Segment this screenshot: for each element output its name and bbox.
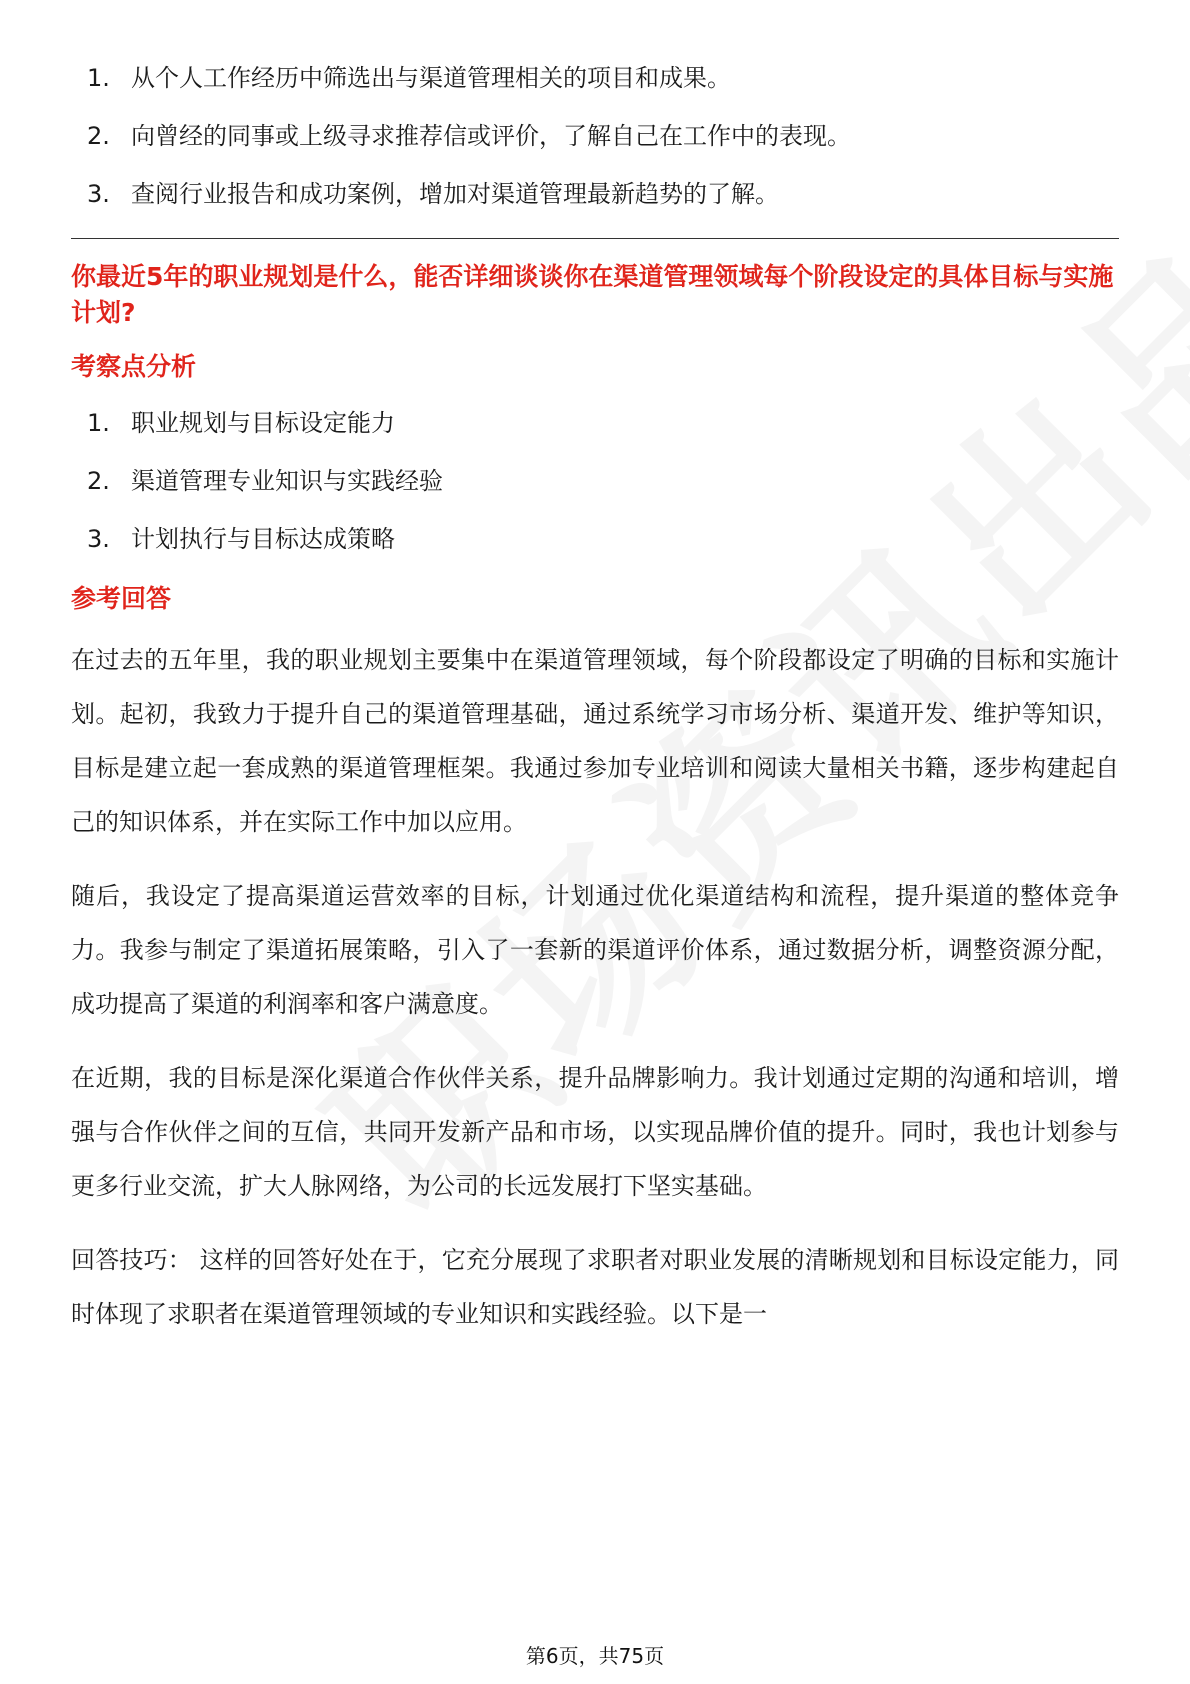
answer-title: 参考回答 (71, 584, 172, 613)
list-text: 从个人工作经历中筛选出与渠道管理相关的项目和成果。 (131, 64, 731, 92)
analysis-title: 考察点分析 (71, 352, 197, 381)
list-number: 3. (87, 525, 110, 553)
list-text: 职业规划与目标设定能力 (131, 409, 395, 437)
list-text: 向曾经的同事或上级寻求推荐信或评价，了解自己在工作中的表现。 (131, 122, 851, 150)
page-content (71, 62, 1119, 1361)
list-item (71, 523, 1119, 555)
list-number: 1. (87, 64, 110, 92)
list-number: 2. (87, 467, 110, 495)
list-number: 1. (87, 409, 110, 437)
answer-paragraph: 随后，我设定了提高渠道运营效率的目标，计划通过优化渠道结构和流程，提升渠道的整体竞争力。我参与制定了渠道拓展策略，引入了一套新的渠道评价体系，通过数据分析，调整资源分配，成功提高了渠道的利润率和客户满意度。 (71, 882, 1119, 1018)
answer-paragraph: 在近期，我的目标是深化渠道合作伙伴关系，提升品牌影响力。我计划通过定期的沟通和培训，增强与合作伙伴之间的互信，共同开发新产品和市场，以实现品牌价值的提升。同时，我也计划参与更多行业交流，扩大人脉网络，为公司的长远发展打下坚实基础。 (71, 1064, 1119, 1200)
list-item (71, 62, 1119, 94)
page-number: 第6页，共75页 (525, 1644, 665, 1668)
list-number: 2. (87, 122, 110, 150)
question-heading: 你最近5年的职业规划是什么，能否详细谈谈你在渠道管理领域每个阶段设定的具体目标与实施计划? (71, 262, 1114, 327)
list-text: 渠道管理专业知识与实践经验 (131, 467, 443, 495)
list-item (71, 465, 1119, 497)
list-text: 查阅行业报告和成功案例，增加对渠道管理最新趋势的了解。 (131, 180, 779, 208)
list-item (71, 120, 1119, 152)
prep-steps-list (71, 62, 1119, 210)
list-number: 3. (87, 180, 110, 208)
section-divider (71, 238, 1119, 239)
analysis-list (71, 407, 1119, 555)
list-item (71, 407, 1119, 439)
answer-tips-paragraph: 回答技巧： 这样的回答好处在于，它充分展现了求职者对职业发展的清晰规划和目标设定能力，同时体现了求职者在渠道管理领域的专业知识和实践经验。以下是一 (71, 1246, 1119, 1328)
answer-paragraph: 在过去的五年里，我的职业规划主要集中在渠道管理领域，每个阶段都设定了明确的目标和实施计划。起初，我致力于提升自己的渠道管理基础，通过系统学习市场分析、渠道开发、维护等知识，目标是建立起一套成熟的渠道管理框架。我通过参加专业培训和阅读大量相关书籍，逐步构建起自己的知识体系，并在实际工作中加以应用。 (71, 646, 1119, 836)
list-item (71, 178, 1119, 210)
list-text: 计划执行与目标达成策略 (131, 525, 395, 553)
